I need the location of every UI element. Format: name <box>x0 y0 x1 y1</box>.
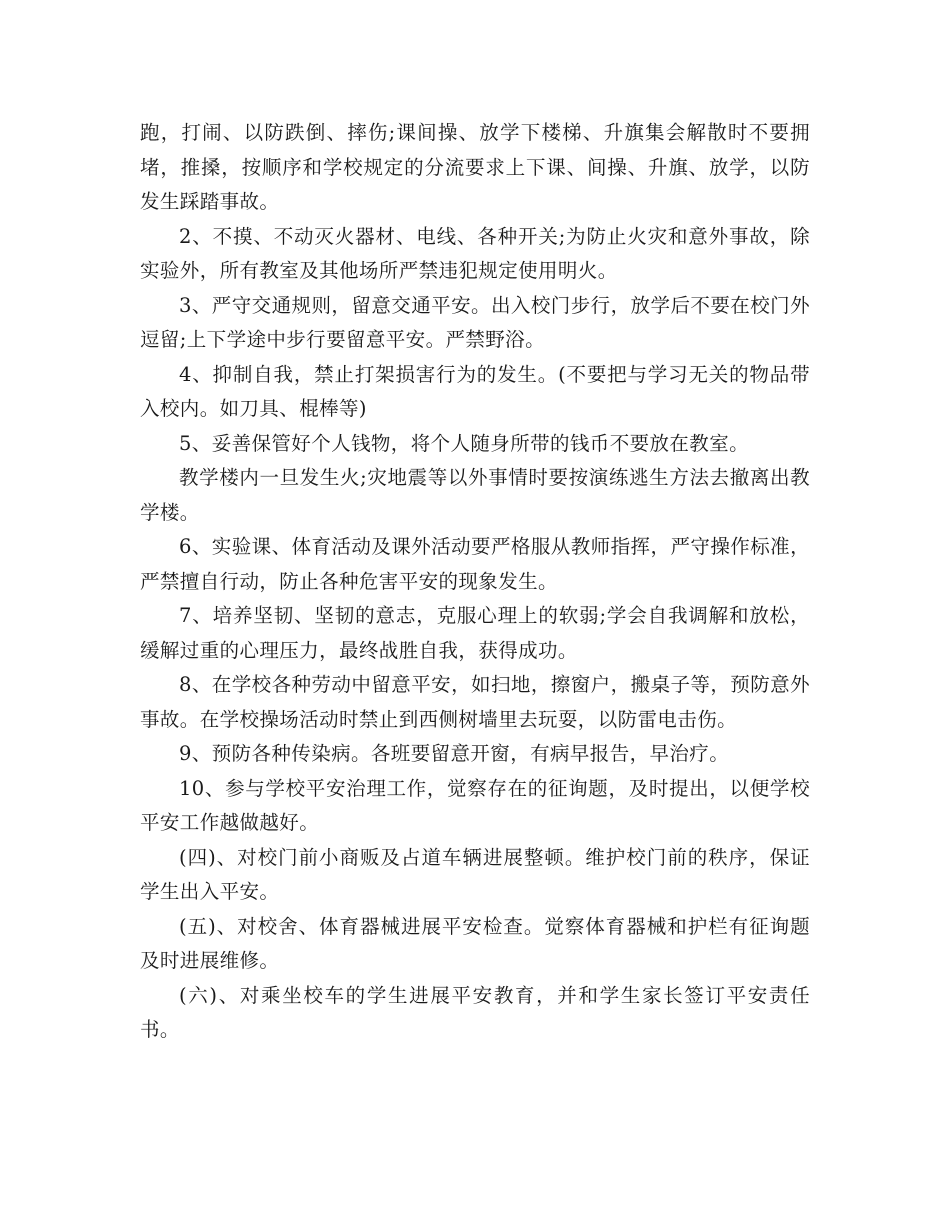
paragraph-rule-4: 4、抑制自我，禁止打架损害行为的发生。(不要把与学习无关的物品带入校内。如刀具、棍棒等) <box>140 362 810 420</box>
paragraph-rule-6: 6、实验课、体育活动及课外活动要严格服从教师指挥，严守操作标准，严禁擅自行动，防止各种危害平安的现象发生。 <box>140 535 810 593</box>
paragraph-section-6: (六)、对乘坐校车的学生进展平安教育，并和学生家长签订平安责任书。 <box>140 983 810 1041</box>
paragraph-rule-5: 5、妥善保管好个人钱物，将个人随身所带的钱币不要放在教室。 <box>179 431 750 455</box>
paragraph-section-4: (四)、对校门前小商贩及占道车辆进展整顿。维护校门前的秩序，保证学生出入平安。 <box>140 845 810 903</box>
document-body <box>140 116 810 1048</box>
paragraph-rule-8: 8、在学校各种劳动中留意平安，如扫地，擦窗户，搬桌子等，预防意外事故。在学校操场活动时禁止到西侧树墙里去玩耍，以防雷电击伤。 <box>140 673 810 731</box>
paragraph-rule-3: 3、严守交通规则，留意交通平安。出入校门步行，放学后不要在校门外逗留;上下学途中步行要留意平安。严禁野浴。 <box>140 293 810 351</box>
paragraph-continuation: 跑，打闹、以防跌倒、摔伤;课间操、放学下楼梯、升旗集会解散时不要拥堵，推搡，按顺序和学校规定的分流要求上下课、间操、升旗、放学，以防发生踩踏事故。 <box>140 121 810 213</box>
paragraph-rule-10: 10、参与学校平安治理工作，觉察存在的征询题，及时提出，以便学校平安工作越做越好。 <box>140 776 810 834</box>
paragraph-rule-7: 7、培养坚韧、坚韧的意志，克服心理上的软弱;学会自我调解和放松，缓解过重的心理压力，最终战胜自我，获得成功。 <box>140 604 810 662</box>
paragraph-fire-evacuation: 教学楼内一旦发生火;灾地震等以外事情时要按演练逃生方法去撤离出教学楼。 <box>140 466 810 524</box>
paragraph-rule-9: 9、预防各种传染病。各班要留意开窗，有病早报告，早治疗。 <box>179 742 730 765</box>
paragraph-rule-2: 2、不摸、不动灭火器材、电线、各种开关;为防止火灾和意外事故，除实验外，所有教室及其他场所严禁违犯规定使用明火。 <box>140 224 810 282</box>
paragraph-section-5: (五)、对校舍、体育器械进展平安检查。觉察体育器械和护栏有征询题及时进展维修。 <box>140 914 810 972</box>
